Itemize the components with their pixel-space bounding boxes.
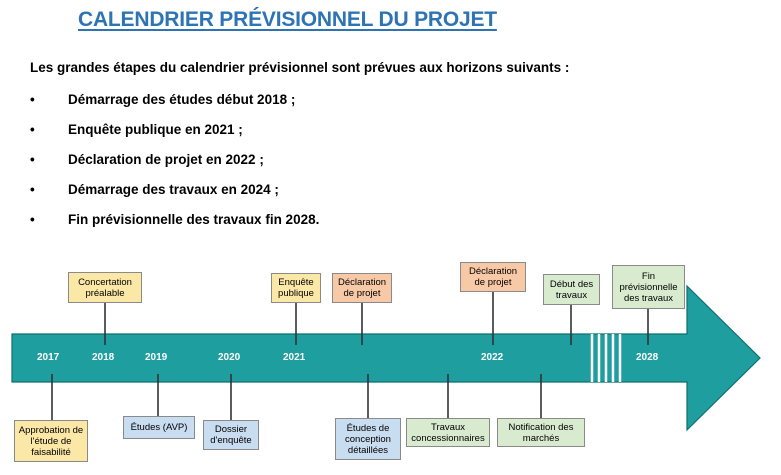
milestone-approbation-etude: Approbation de l'étude de faisabilité [14, 420, 88, 462]
bullet-icon: • [30, 152, 35, 167]
year-label: 2021 [283, 352, 306, 363]
milestone-concertation: Concertation préalable [68, 272, 142, 303]
year-label: 2022 [481, 352, 504, 363]
page-title: CALENDRIER PRÉVISIONNEL DU PROJET [78, 8, 497, 31]
year-label: 2019 [145, 352, 168, 363]
milestone-enquete-publique: Enquête publique [271, 273, 321, 303]
milestone-declaration-projet: Déclaration de projet [332, 273, 392, 303]
bullet-icon: • [30, 122, 35, 137]
milestone-debut-travaux: Début des travaux [543, 274, 600, 305]
milestone-dossier-enquete: Dossier d'enquête [203, 420, 259, 450]
year-label: 2020 [218, 352, 241, 363]
bullet-icon: • [30, 92, 35, 107]
bullet-icon: • [30, 212, 35, 227]
year-label: 2017 [37, 352, 60, 363]
milestone-etudes-avp: Études (AVP) [123, 416, 195, 439]
milestone-declaration-projet-2022: Déclaration de projet [460, 262, 526, 292]
milestone-notification-marches: Notification des marchés [497, 418, 585, 447]
intro-paragraph: Les grandes étapes du calendrier prévisionnel sont prévues aux horizons suivants : [30, 60, 570, 75]
bullet-icon: • [30, 182, 35, 197]
year-label: 2018 [92, 352, 115, 363]
milestone-etudes-conception: Études de conception détaillées [335, 418, 401, 460]
milestone-travaux-concessionnaires: Travaux concessionnaires [406, 418, 490, 447]
milestone-fin-travaux: Fin prévisionnelle des travaux [612, 265, 685, 309]
year-label: 2028 [636, 352, 659, 363]
